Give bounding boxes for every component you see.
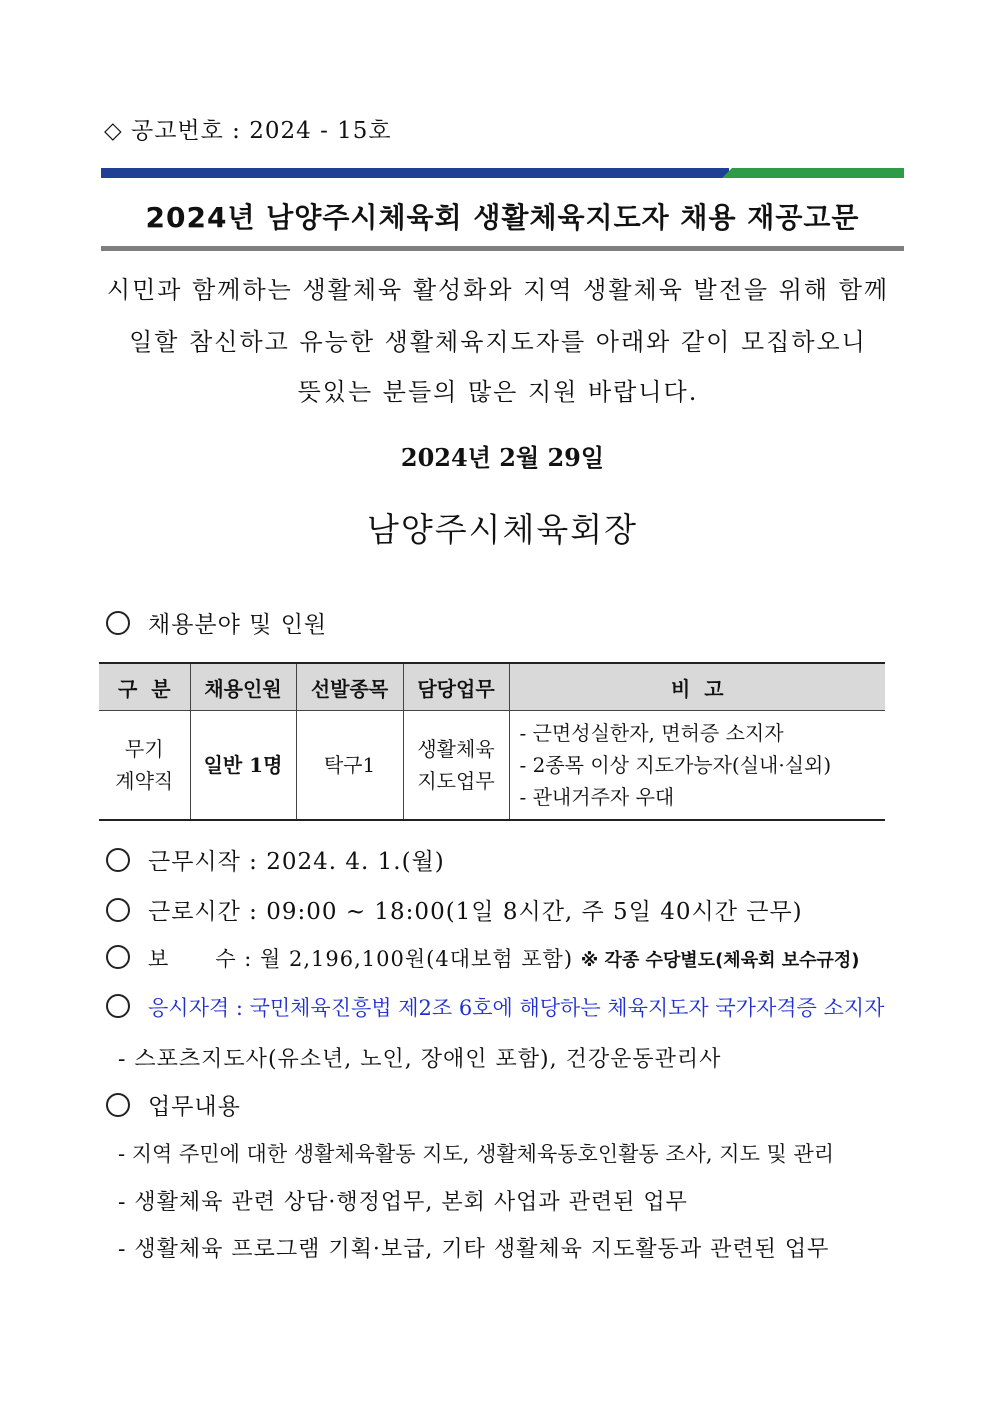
duty-item-1: - 지역 주민에 대한 생활체육활동 지도, 생활체육동호인활동 조사, 지도 및 관리 <box>118 1142 835 1166</box>
intro-line-3: 뜻있는 분들의 많은 지원 바랍니다. <box>297 378 699 406</box>
header-notes: 비 고 <box>509 663 885 711</box>
note-line-3: - 관내거주자 우대 <box>519 785 675 809</box>
notice-number: ◇ 공고번호 : 2024 - 15호 <box>104 118 392 144</box>
header-count: 채용인원 <box>190 663 296 711</box>
intro-line-1: 시민과 함께하는 생활체육 활성화와 지역 생활체육 발전을 위해 함께 <box>106 276 890 304</box>
document-title: 2024년 남양주시체육회 생활체육지도자 채용 재공고문 <box>145 201 860 234</box>
duty-line-1: 생활체육 <box>417 737 495 761</box>
section-recruit <box>106 606 327 639</box>
qualification-text: 응시자격 : 국민체육진흥법 제2조 6호에 해당하는 체육지도자 국가자격증 소지자 <box>148 996 885 1020</box>
duty-line-2: 지도업무 <box>417 769 495 793</box>
circle-bullet-icon <box>106 994 130 1018</box>
circle-bullet-icon <box>106 848 130 872</box>
circle-bullet-icon <box>106 898 130 922</box>
duty-item-2: - 생활체육 관련 상담·행정업무, 본회 사업과 관련된 업무 <box>118 1190 688 1215</box>
header-category: 구 분 <box>99 663 190 711</box>
cell-category <box>99 711 190 821</box>
circle-bullet-icon <box>106 1093 130 1117</box>
duties-title: 업무내용 <box>148 1094 241 1120</box>
table-row <box>99 711 885 821</box>
cell-count: 일반 1명 <box>190 711 296 821</box>
start-date-text: 근무시작 : 2024. 4. 1.(월) <box>148 849 445 875</box>
item-pay <box>106 943 860 973</box>
item-qualification <box>106 992 884 1022</box>
category-line-2: 계약직 <box>115 769 174 793</box>
signer: 남양주시체육회장 <box>366 510 639 549</box>
cell-sport: 탁구1 <box>296 711 403 821</box>
cell-duty <box>403 711 509 821</box>
duty-item-3: - 생활체육 프로그램 기획·보급, 기타 생활체육 지도활동과 관련된 업무 <box>118 1237 830 1262</box>
item-duties <box>106 1088 241 1121</box>
circle-bullet-icon <box>106 611 130 635</box>
cell-notes <box>509 711 885 821</box>
item-start-date <box>106 843 445 876</box>
table-header-row <box>99 663 885 711</box>
item-work-hours <box>106 893 803 926</box>
recruitment-table <box>99 662 885 821</box>
pay-text: 보 수 : 월 2,196,100원(4대보험 포함) <box>148 947 574 971</box>
note-line-2: - 2종목 이상 지도가능자(실내·실외) <box>519 753 832 777</box>
qualification-sub: - 스포츠지도사(유소년, 노인, 장애인 포함), 건강운동관리사 <box>118 1047 722 1072</box>
intro-line-2: 일할 참신하고 유능한 생활체육지도자를 아래와 같이 모집하오니 <box>129 328 867 356</box>
category-line-1: 무기 <box>124 737 164 761</box>
section-recruit-label: 채용분야 및 인원 <box>148 612 328 638</box>
header-green-bar <box>722 168 904 178</box>
pay-note: ※ 각종 수당별도(체육회 보수규정) <box>580 950 860 971</box>
header-blue-bar <box>101 168 729 178</box>
work-hours-text: 근로시간 : 09:00 ~ 18:00(1일 8시간, 주 5일 40시간 근무) <box>148 899 803 925</box>
note-line-1: - 근면성실한자, 면허증 소지자 <box>519 721 784 745</box>
header-sport: 선발종목 <box>296 663 403 711</box>
announcement-date: 2024년 2월 29일 <box>400 443 605 472</box>
title-underline <box>101 246 904 251</box>
header-duty: 담당업무 <box>403 663 509 711</box>
circle-bullet-icon <box>106 945 130 969</box>
